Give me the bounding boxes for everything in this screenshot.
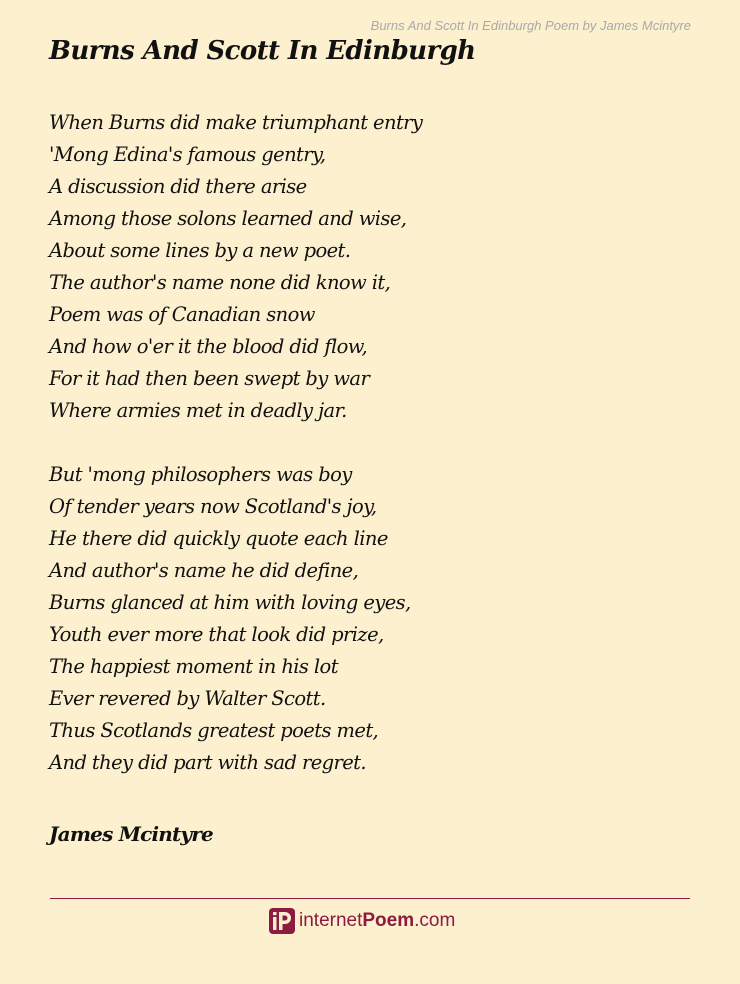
poem-line: The author's name none did know it, [49, 271, 391, 294]
internetpoem-logo-link[interactable] [269, 908, 455, 934]
poem-line: But 'mong philosophers was boy [49, 463, 352, 486]
poem-line: Thus Scotlands greatest poets met, [49, 719, 379, 742]
internetpoem-logo-icon [269, 908, 295, 934]
poem-title: Burns And Scott In Edinburgh [49, 36, 476, 66]
poem-line: And they did part with sad regret. [49, 751, 367, 774]
logo-suffix: .com [414, 910, 456, 931]
poem-line: For it had then been swept by war [49, 367, 370, 390]
internetpoem-logo-text [299, 910, 455, 932]
poem-body [49, 107, 422, 811]
logo-bold: Poem [362, 910, 415, 931]
footer-divider [50, 898, 690, 899]
poem-line: 'Mong Edina's famous gentry, [49, 143, 326, 166]
poem-line: About some lines by a new poet. [49, 239, 351, 262]
poem-line: A discussion did there arise [49, 175, 307, 198]
poem-line: And how o'er it the blood did flow, [49, 335, 368, 358]
poem-stanza-1 [49, 107, 422, 427]
poem-line: When Burns did make triumphant entry [49, 111, 423, 134]
poem-credit-header: Burns And Scott In Edinburgh Poem by James Mcintyre [370, 18, 691, 33]
poem-author: James Mcintyre [49, 822, 213, 846]
poem-line: Burns glanced at him with loving eyes, [49, 591, 411, 614]
poem-line: Poem was of Canadian snow [49, 303, 315, 326]
poem-line: Among those solons learned and wise, [49, 207, 407, 230]
logo-prefix: internet [299, 910, 363, 931]
poem-line: Where armies met in deadly jar. [49, 399, 347, 422]
poem-line: He there did quickly quote each line [49, 527, 388, 550]
poem-line: The happiest moment in his lot [49, 655, 338, 678]
poem-line: And author's name he did define, [49, 559, 359, 582]
poem-line: Youth ever more that look did prize, [49, 623, 384, 646]
poem-line: Of tender years now Scotland's joy, [49, 495, 377, 518]
poem-stanza-2 [49, 459, 422, 779]
poem-line: Ever revered by Walter Scott. [49, 687, 326, 710]
